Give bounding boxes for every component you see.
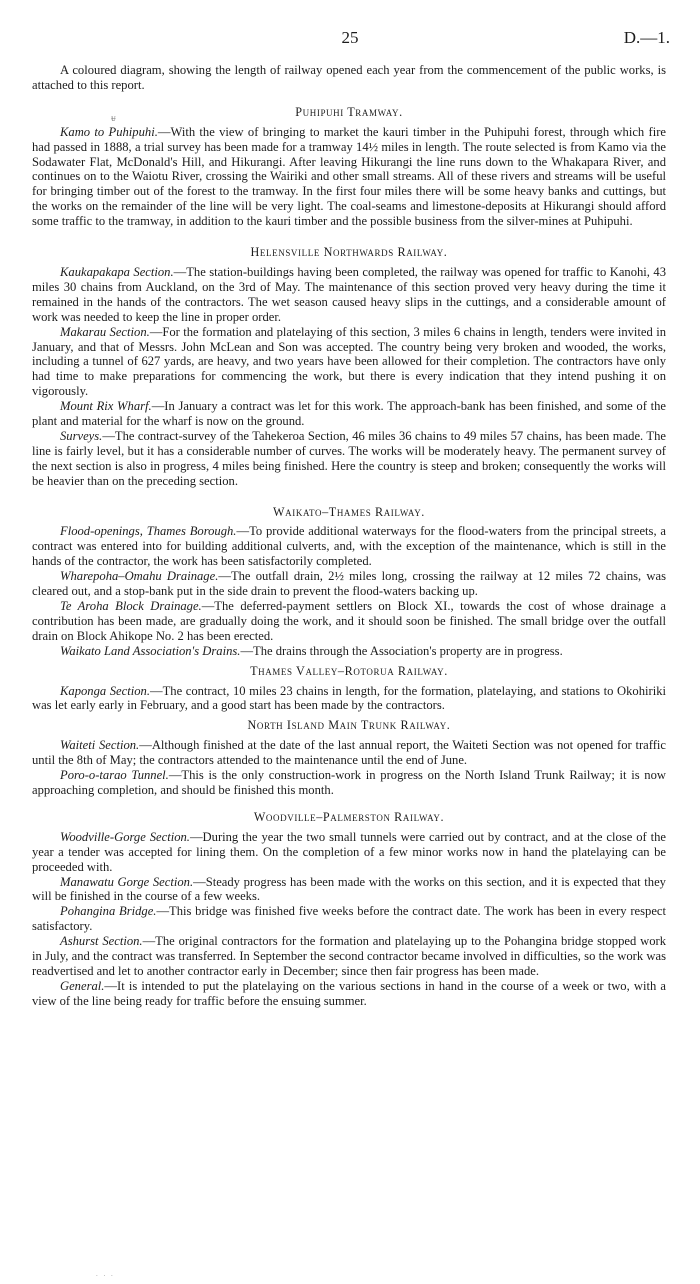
section-paragraph [32, 644, 666, 659]
paragraph-text: —During the year the two small tunnels were carried out by contract, and at the close of the year a tender was accepted for lining them. On the completion of a few minor works now in hand the platelaying can be proceeded with. [32, 829, 667, 874]
section-paragraph [32, 934, 666, 979]
section-paragraph [32, 684, 666, 714]
paragraph-text: —This bridge was finished five weeks before the contract date. The work has been in every respect satisfactory. [32, 904, 667, 934]
paragraph-text: —The outfall drain, 2½ miles long, crossing the railway at 12 miles 72 chains, was cleared out, and a stop-bank put in the side drain to prevent the flood-waters backing up. [32, 569, 666, 599]
paragraph-title: Pohangina Bridge. [60, 904, 157, 919]
paragraph-text: —For the formation and platelaying of this section, 3 miles 6 chains in length, tenders were invited in January, and that of Messrs. John McLean and Son was accepted. The country being very broken and wooded, the works, including a tunnel of 627 yards, are heavy, and two years have been allowed for their completion. The contractors have only had time to make preparations for commencing the work, but there is every indication that they intend pushing it on vigorously. [32, 324, 666, 399]
paragraph-title: Mount Rix Wharf. [60, 399, 152, 414]
paragraph-text: —The station-buildings having been completed, the railway was opened for traffic to Kanohi, 43 miles 30 chains from Auckland, on the 3rd of May. The maintenance of this section proved very heavy during the time it remained in the hands of the contractors. The wet season caused heavy slips in the cuttings, and a considerable amount of work was needed to keep the line in proper order. [32, 264, 666, 324]
section-heading: Woodville–Palmerston Railway. [253, 809, 445, 824]
section-paragraph [32, 599, 666, 644]
section-heading: North Island Main Trunk Railway. [247, 718, 451, 733]
paragraph-text: —The original contractors for the formation and platelaying up to the Pohangina bridge stopped work in July, and the contract was transferred. In September the second contractor became involved in difficulties, so the work was readvertised and let to another contractor early in December; since then fair progress has been made. [32, 934, 666, 978]
section-paragraph [32, 904, 666, 934]
section-paragraph [32, 830, 666, 875]
intro-paragraph: A coloured diagram, showing the length of railway opened each year from the commencement of the public works, is attached to this report. [32, 63, 666, 92]
paragraph-text: —The contract-survey of the Tahekeroa Section, 46 miles 36 chains to 49 miles 57 chains, has been made. The line is fairly level, but it has a considerable number of curves. The works will be moderately heavy. The permanent survey of the next section is also in progress, 4 miles being finished. Here the country is steep and broken; consequently the works will be heavier than on the preceding section. [32, 428, 666, 488]
paragraph-text: —In January a contract was let for this work. The approach-bank has been finished, and some of the plant and material for the wharf is now on the ground. [32, 399, 667, 429]
paragraph-title: Te Aroha Block Drainage. [60, 599, 202, 613]
margin-mark: ᵾ [111, 113, 116, 123]
paragraph-title: Manawatu Gorge Section. [60, 874, 194, 889]
paragraph-text: —To provide additional waterways for the flood-waters from the principal streets, a contract was entered into for building additional culverts, and, with the exception of the maintenance, which is still in the hands of the contractor, the work has been satisfactorily completed. [32, 524, 666, 569]
section-heading: Thames Valley–Rotorua Railway. [250, 663, 448, 678]
paragraph-text: —This is the only construction-work in progress on the North Island Trunk Railway; it is now approaching completion, and should be finished this month. [32, 768, 666, 797]
paragraph-text: —Although finished at the date of the last annual report, the Waiteti Section was not opened for traffic until the 8th of May; the contractors attended to the maintenance until the end of June. [32, 738, 666, 768]
section-paragraph [32, 738, 666, 768]
paragraph-title: General. [60, 978, 105, 993]
paragraph-title: Flood-openings, Thames Borough. [60, 524, 237, 539]
section-paragraph [32, 569, 666, 599]
section-paragraph [32, 768, 666, 798]
section-paragraph [32, 524, 666, 569]
section-paragraph [32, 265, 666, 325]
paragraph-title: Waiteti Section. [60, 738, 140, 753]
paragraph-text: —It is intended to put the platelaying on the various sections in hand in the course of a week or two, with a view of the line being ready for traffic before the ensuing summer. [32, 978, 666, 1008]
paragraph-title: Poro-o-tarao Tunnel. [60, 768, 169, 783]
paragraph-title: Waikato Land Association's Drains. [60, 643, 241, 658]
paragraph-title: Makarau Section. [60, 324, 150, 339]
paragraph-text: —The drains through the Association's property are in progress. [240, 643, 563, 658]
section-heading: Puhipuhi Tramway. [295, 104, 403, 119]
footer-mark: . . . [96, 1270, 115, 1278]
document-body [32, 63, 666, 1009]
section-heading: Helensville Northwards Railway. [250, 245, 448, 260]
paragraph-title: Ashurst Section. [60, 934, 143, 949]
paragraph-title: Kaukapakapa Section. [60, 264, 174, 279]
paragraph-title: Wharepoha–Omahu Drainage. [60, 569, 219, 584]
section-paragraph [32, 125, 666, 229]
paragraph-text: —With the view of bringing to market the kauri timber in the Puhipuhi forest, through which fire had passed in 1888, a trial survey has been made for a tramway 14½ miles in length. The route selected is from Kamo via the Sodawater Flat, McDonald's Hill, and Hikurangi. After leaving Hikurangi the line runs down to the Whakapara River, and continues on to the Waiotu River, crossing the Wairiki and other small streams. All of these rivers and streams will be useful for bringing timber out of the forest to the tramway. In the first four miles there will be some heavy banks and cuttings, but the works on the remainder of the line will be very light. The coal-seams and limestone-deposits at Hikurangi should afford some traffic to the tramway, in addition to the kauri timber and the possible business from the silver-mines at Puhipuhi. [32, 124, 666, 229]
page-number: 25 [341, 28, 359, 47]
paragraph-title: Woodville-Gorge Section. [60, 829, 190, 844]
paragraph-text: —Steady progress has been made with the works on this section, and it is expected that they will be finished in the course of a few weeks. [32, 874, 666, 904]
section-paragraph [32, 399, 666, 429]
section-heading: Waikato–Thames Railway. [273, 504, 425, 519]
section-paragraph [32, 429, 666, 489]
section-paragraph [32, 325, 666, 400]
paragraph-title: Kaponga Section. [60, 683, 150, 698]
section-paragraph [32, 979, 666, 1009]
paragraph-title: Kamo to Puhipuhi. [60, 124, 158, 139]
section-paragraph [32, 875, 666, 905]
document-reference: D.—1. [623, 28, 670, 47]
paragraph-text: —The contract, 10 miles 23 chains in length, for the formation, platelaying, and stations to Okohiriki was let early early in February, and a good start has been made by the contractors. [32, 683, 667, 713]
paragraph-text: —The deferred-payment settlers on Block XI., towards the cost of whose drainage a contribution has been made, are gradually doing the work, and it should soon be finished. The small bridge over the outfall drain on Block Ahikope No. 2 has been erected. [32, 599, 666, 643]
paragraph-title: Surveys. [60, 428, 103, 443]
